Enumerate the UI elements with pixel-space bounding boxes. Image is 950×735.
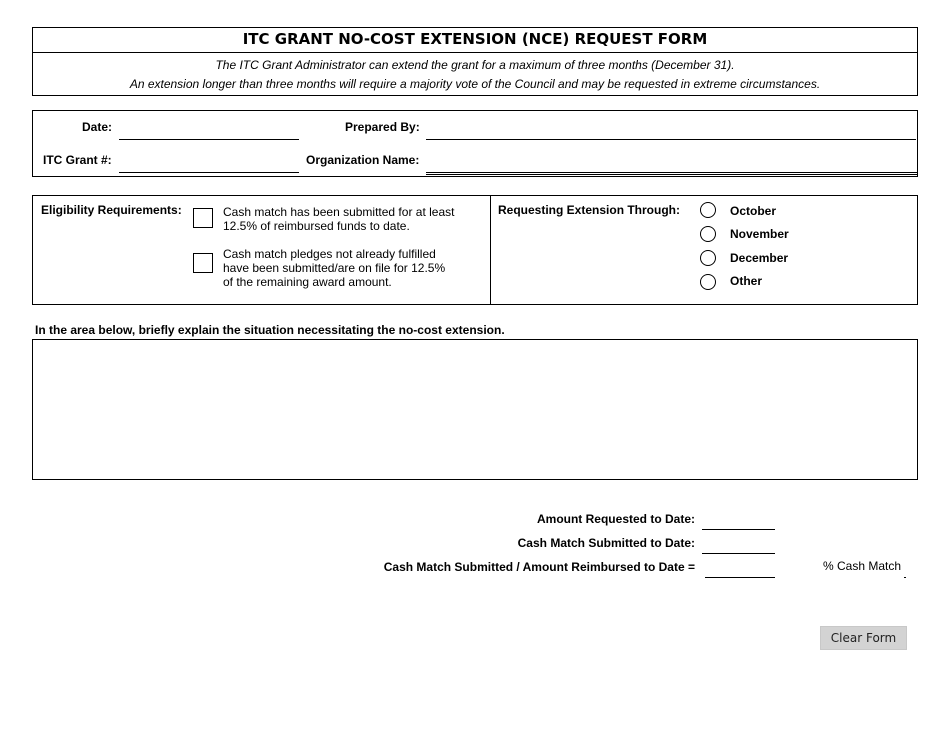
prepared-by-label: Prepared By:: [345, 120, 420, 134]
eligibility-req-2-line-3: of the remaining award amount.: [223, 275, 392, 289]
org-underline: [426, 172, 917, 175]
eligibility-checkbox-2[interactable]: [193, 253, 213, 273]
eligibility-req-2-line-2: have been submitted/are on file for 12.5%: [223, 261, 446, 275]
percent-cash-match-label: % Cash Match: [823, 559, 902, 573]
eligibility-req-2-line-1: Cash match pledges not already fulfilled: [223, 247, 436, 261]
cash-match-field[interactable]: [702, 534, 775, 552]
clear-form-button[interactable]: Clear Form: [820, 626, 907, 650]
amount-requested-field[interactable]: [702, 510, 775, 528]
eligibility-label: Eligibility Requirements:: [41, 203, 182, 217]
date-label: Date:: [82, 120, 113, 134]
header-note-2: An extension longer than three months will require a majority vote of the Council and may be requested in extreme circumstances.: [129, 77, 821, 91]
section-divider: [490, 195, 491, 305]
cash-match-underline: [702, 553, 775, 554]
option-november-label: November: [730, 227, 789, 241]
option-other-label: Other: [730, 274, 763, 288]
org-label: Organization Name:: [306, 153, 420, 167]
eligibility-req-2: [223, 247, 445, 289]
eligibility-req-1: [223, 205, 454, 233]
percent-underline-mark: [904, 577, 906, 578]
cash-match-ratio-label: Cash Match Submitted / Amount Reimbursed to Date =: [383, 560, 695, 574]
option-october-label: October: [730, 204, 777, 218]
form-header: [32, 27, 918, 96]
radio-november[interactable]: [700, 226, 716, 242]
org-field[interactable]: [426, 150, 916, 170]
prepared-by-field[interactable]: [426, 118, 916, 138]
radio-october[interactable]: [700, 202, 716, 218]
grant-field[interactable]: [119, 150, 299, 170]
eligibility-checkbox-1[interactable]: [193, 208, 213, 228]
amount-requested-underline: [702, 529, 775, 530]
eligibility-req-1-line-2: 12.5% of reimbursed funds to date.: [223, 219, 410, 233]
grant-underline: [119, 172, 299, 173]
date-field[interactable]: [119, 118, 299, 138]
grant-label: ITC Grant #:: [43, 153, 112, 167]
explanation-label: In the area below, briefly explain the situation necessitating the no-cost extension.: [35, 323, 505, 337]
eligibility-req-1-line-1: Cash match has been submitted for at least: [223, 205, 455, 219]
radio-december[interactable]: [700, 250, 716, 266]
cash-match-ratio-field[interactable]: [705, 558, 775, 576]
header-note-1: The ITC Grant Administrator can extend the grant for a maximum of three months (December 31).: [215, 58, 735, 72]
radio-other[interactable]: [700, 274, 716, 290]
prepared-by-underline: [426, 139, 916, 140]
amount-requested-label: Amount Requested to Date:: [536, 512, 695, 526]
extension-label: Requesting Extension Through:: [498, 203, 680, 217]
option-december-label: December: [730, 251, 789, 265]
cash-match-ratio-underline: [705, 577, 775, 578]
date-underline: [119, 139, 299, 140]
explanation-textarea[interactable]: [33, 340, 917, 479]
form-title: ITC GRANT NO-COST EXTENSION (NCE) REQUEST FORM: [33, 28, 917, 53]
cash-match-label: Cash Match Submitted to Date:: [517, 536, 695, 550]
